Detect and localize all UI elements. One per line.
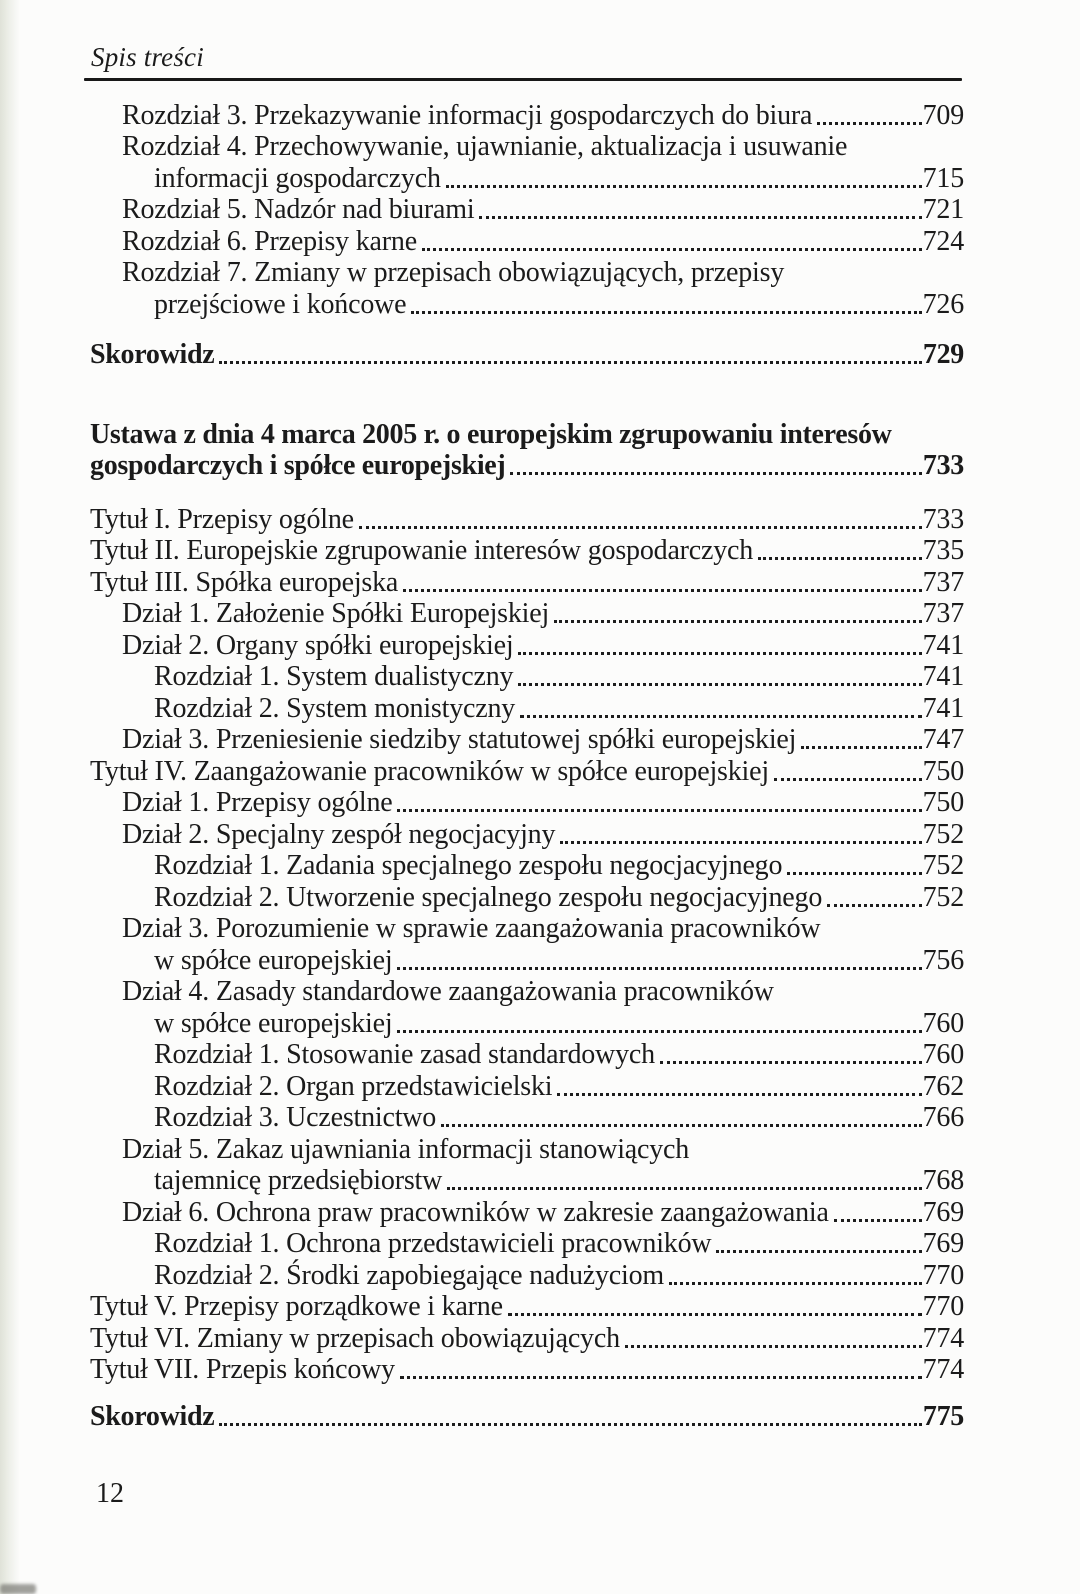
toc-entry-text: Rozdział 3. Uczestnictwo: [154, 1102, 437, 1133]
toc-entry-text: Tytuł IV. Zaangażowanie pracowników w spółce europejskiej: [90, 755, 769, 787]
dot-leader: [817, 122, 921, 125]
dot-leader: [397, 1030, 921, 1033]
toc-entry-text: Rozdział 2. System monistyczny: [154, 692, 516, 724]
toc-entry-text: Dział 4. Zasady standardowe zaangażowania pracowników: [122, 976, 774, 1007]
toc-entry-page: 724: [922, 225, 964, 257]
dot-leader: [787, 872, 921, 875]
toc-entry: [90, 1229, 964, 1261]
toc-entry: [90, 163, 964, 195]
dot-leader: [397, 809, 921, 812]
dot-leader: [479, 216, 921, 219]
toc-entry-page: 747: [922, 724, 964, 755]
dot-leader: [219, 1423, 922, 1426]
toc-entry: [90, 132, 964, 164]
toc-entry-page: 770: [922, 1291, 964, 1322]
toc-entry: [90, 945, 964, 977]
toc-entry: [90, 662, 964, 694]
toc-entry: [90, 195, 964, 227]
toc-entry-page: 741: [922, 629, 964, 661]
toc-entry-text: Dział 3. Porozumienie w sprawie zaangażowania pracowników: [122, 913, 821, 944]
toc-entry: [90, 693, 964, 725]
toc-entry-text: Ustawa z dnia 4 marca 2005 r. o europejskim zgrupowaniu interesów: [90, 418, 892, 450]
toc-entry-page: 737: [922, 566, 964, 598]
toc-entry-text: Tytuł III. Spółka europejska: [90, 566, 399, 598]
toc-entry: [90, 536, 964, 568]
toc-entry: [90, 1323, 964, 1355]
toc-entry-text: Dział 2. Specjalny zespół negocjacyjny: [122, 818, 556, 850]
dot-leader: [520, 715, 922, 718]
toc-entry-page: 770: [922, 1259, 964, 1291]
toc-entry-page: 769: [922, 1228, 964, 1259]
toc-entry-text: gospodarczych i spółce europejskiej: [90, 450, 506, 481]
toc-entry-page: 709: [922, 99, 964, 131]
dot-leader: [716, 1250, 921, 1253]
dot-leader: [446, 185, 922, 188]
toc-entry: [90, 340, 964, 372]
toc-entry-text: Dział 5. Zakaz ujawniania informacji stanowiących: [122, 1133, 690, 1165]
toc-entry-page: 774: [922, 1354, 964, 1385]
toc-entry-page: 752: [922, 881, 964, 913]
toc-entry-text: Dział 1. Przepisy ogólne: [122, 787, 393, 818]
toc-entry-page: 766: [922, 1102, 964, 1133]
dot-leader: [518, 683, 921, 686]
toc-entry: [90, 1134, 964, 1166]
toc-entry: [90, 289, 964, 321]
toc-entry: [90, 258, 964, 290]
dot-leader: [510, 472, 921, 475]
dot-leader: [660, 1061, 922, 1064]
toc-entry-page: 752: [922, 850, 964, 881]
toc-entry: [90, 1166, 964, 1198]
toc-entry: [90, 1040, 964, 1072]
toc-entry-page: 768: [922, 1165, 964, 1196]
toc-entry: [90, 1260, 964, 1292]
toc-entry-page: 733: [922, 503, 964, 535]
toc-entry-text: Rozdział 4. Przechowywanie, ujawnianie, aktualizacja i usuwanie: [122, 131, 848, 162]
toc-entry-text: Dział 1. Założenie Spółki Europejskiej: [122, 598, 550, 629]
toc-entry-text: Rozdział 1. Zadania specjalnego zespołu negocjacyjnego: [154, 850, 783, 881]
dot-leader: [359, 526, 922, 529]
toc-entry: [90, 1071, 964, 1103]
toc-entry-page: 729: [922, 339, 964, 370]
dot-leader: [508, 1313, 922, 1316]
page-number: 12: [96, 1478, 124, 1509]
toc-entry-text: Rozdział 1. System dualistyczny: [154, 661, 514, 692]
dot-leader: [441, 1124, 921, 1127]
toc-entry-page: 741: [922, 692, 964, 724]
toc-entry-page: 726: [922, 288, 964, 320]
toc-entry-page: 715: [922, 162, 964, 194]
toc-entry: [90, 504, 964, 536]
toc-entry: [90, 1008, 964, 1040]
toc-entry: [90, 226, 964, 258]
dot-leader: [219, 361, 922, 364]
dot-leader: [625, 1345, 922, 1348]
toc-entry-text: przejściowe i końcowe: [154, 288, 407, 320]
toc-entry-page: 760: [922, 1039, 964, 1070]
toc-entry: [90, 567, 964, 599]
toc-entry: [90, 756, 964, 788]
toc-entry-page: 756: [922, 944, 964, 976]
toc-list: [90, 100, 964, 1433]
toc-entry-text: Rozdział 6. Przepisy karne: [122, 225, 417, 257]
header-rule: [84, 78, 962, 81]
toc-entry-text: informacji gospodarczych: [154, 162, 441, 194]
toc-entry: [90, 1355, 964, 1387]
dot-leader: [560, 841, 921, 844]
dot-leader: [827, 904, 921, 907]
toc-entry-page: 762: [922, 1070, 964, 1102]
dot-leader: [554, 620, 922, 623]
toc-entry-text: Tytuł VI. Zmiany w przepisach obowiązujących: [90, 1322, 620, 1354]
toc-entry: [90, 630, 964, 662]
toc-entry-page: 775: [922, 1400, 964, 1432]
dot-leader: [397, 967, 921, 970]
toc-entry-text: Dział 2. Organy spółki europejskiej: [122, 629, 514, 661]
toc-entry-page: 737: [922, 598, 964, 629]
toc-entry-text: w spółce europejskiej: [154, 944, 393, 976]
toc-entry: [90, 419, 964, 451]
toc-entry: [90, 100, 964, 132]
toc-entry-text: Rozdział 2. Środki zapobiegające nadużyciom: [154, 1259, 664, 1291]
toc-entry-text: w spółce europejskiej: [154, 1007, 393, 1039]
toc-entry-text: Rozdział 2. Utworzenie specjalnego zespołu negocjacyjnego: [154, 881, 823, 913]
dot-leader: [518, 652, 921, 655]
toc-entry-page: 721: [922, 194, 964, 225]
toc-entry-page: 733: [922, 450, 964, 481]
dot-leader: [403, 589, 921, 592]
toc-entry-text: Rozdział 2. Organ przedstawicielski: [154, 1070, 553, 1102]
toc-entry-page: 769: [922, 1196, 964, 1228]
toc-entry-page: 752: [922, 818, 964, 850]
dot-leader: [557, 1093, 921, 1096]
dot-leader: [669, 1282, 922, 1285]
toc-entry-text: Tytuł VII. Przepis końcowy: [90, 1354, 395, 1385]
toc-entry-page: 735: [922, 535, 964, 566]
toc-entry-page: 750: [922, 755, 964, 787]
toc-entry-page: 774: [922, 1322, 964, 1354]
toc-entry-page: 760: [922, 1007, 964, 1039]
page-title: Spis treści: [91, 42, 204, 72]
dot-leader: [422, 248, 922, 251]
toc-entry-text: Rozdział 3. Przekazywanie informacji gospodarczych do biura: [122, 99, 813, 131]
toc-entry-text: tajemnicę przedsiębiorstw: [154, 1165, 443, 1196]
toc-entry-text: Rozdział 1. Stosowanie zasad standardowych: [154, 1039, 655, 1070]
toc-entry-text: Rozdział 1. Ochrona przedstawicieli pracowników: [154, 1228, 712, 1259]
scan-smudge: [0, 1584, 36, 1594]
toc-entry-page: 741: [922, 661, 964, 692]
toc-entry-text: Skorowidz: [90, 339, 215, 370]
toc-entry-text: Tytuł I. Przepisy ogólne: [90, 503, 354, 535]
toc-entry: [90, 819, 964, 851]
toc-entry-text: Rozdział 7. Zmiany w przepisach obowiązujących, przepisy: [122, 257, 785, 288]
dot-leader: [834, 1219, 922, 1222]
toc-entry: [90, 1197, 964, 1229]
toc-entry: [90, 882, 964, 914]
toc-entry: [90, 1292, 964, 1324]
toc-entry: [90, 1401, 964, 1433]
toc-entry-text: Tytuł II. Europejskie zgrupowanie interesów gospodarczych: [90, 535, 754, 566]
toc-entry: [90, 977, 964, 1009]
toc-entry-text: Tytuł V. Przepisy porządkowe i karne: [90, 1291, 503, 1322]
dot-leader: [400, 1376, 922, 1379]
dot-leader: [447, 1187, 921, 1190]
toc-entry-text: Skorowidz: [90, 1400, 215, 1432]
toc-entry: [90, 451, 964, 483]
toc-entry: [90, 914, 964, 946]
toc-entry: [90, 851, 964, 883]
toc-entry: [90, 599, 964, 631]
toc-entry-text: Dział 3. Przeniesienie siedziby statutowej spółki europejskiej: [122, 724, 797, 755]
toc-entry: [90, 788, 964, 820]
dot-leader: [411, 311, 921, 314]
dot-leader: [758, 557, 922, 560]
toc-entry-page: 750: [922, 787, 964, 818]
toc-entry-text: Rozdział 5. Nadzór nad biurami: [122, 194, 475, 225]
toc-entry-text: Dział 6. Ochrona praw pracowników w zakresie zaangażowania: [122, 1196, 829, 1228]
toc-entry: [90, 1103, 964, 1135]
dot-leader: [774, 778, 922, 781]
toc-entry: [90, 725, 964, 757]
dot-leader: [801, 746, 921, 749]
